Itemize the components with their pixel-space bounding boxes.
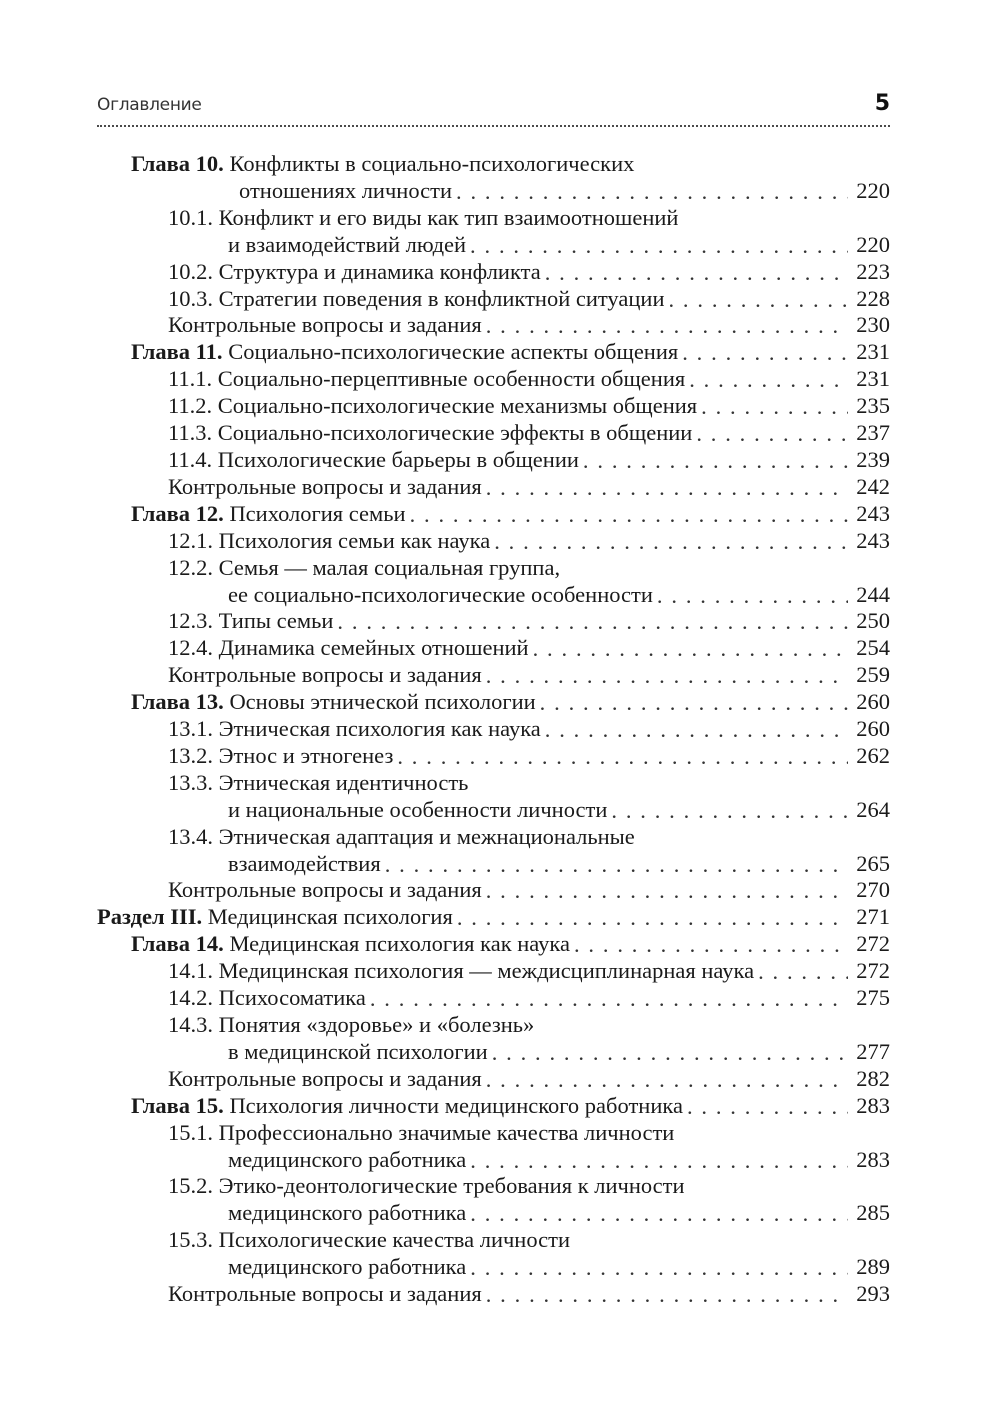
dot-leader: [682, 340, 848, 363]
toc-entry-title: Этико-деонтологические требования к личности: [218, 1173, 685, 1199]
toc-entry-line: [168, 635, 890, 662]
toc-entry[interactable]: [168, 528, 1000, 555]
toc-entry-title: Стратегии поведения в конфликтной ситуации: [218, 285, 665, 311]
toc-page-number: 242: [856, 473, 890, 499]
toc-entry-line: [168, 608, 890, 635]
toc-entry[interactable]: [168, 877, 1000, 904]
toc-entry-line: [168, 1200, 890, 1227]
toc-entry[interactable]: [168, 286, 1000, 313]
toc-entry-line: [168, 582, 890, 609]
dot-leader: [486, 313, 848, 336]
toc-entry-line: [168, 232, 890, 259]
dot-leader: [457, 905, 848, 928]
toc-entry-line: [168, 393, 890, 420]
toc-entry-title: Конфликты в социально-психологических: [229, 151, 635, 176]
toc-page-number: 272: [856, 958, 890, 984]
toc-entry-line: [168, 1227, 890, 1254]
toc-entry-number: Глава 10.: [131, 151, 224, 176]
toc-entry[interactable]: [168, 366, 1000, 393]
toc-page-number: 259: [856, 662, 890, 688]
toc-entry[interactable]: [168, 635, 1000, 662]
toc-entry-number: 13.2.: [168, 742, 213, 768]
toc-entry-title: Контрольные вопросы и задания: [168, 1281, 482, 1307]
toc-entry-line: [168, 555, 890, 582]
toc-entry-title: Социально-психологические эффекты в общении: [217, 420, 693, 446]
toc-entry-number: 13.1.: [168, 716, 213, 742]
toc-entry[interactable]: [168, 770, 1000, 824]
dot-leader: [611, 798, 848, 821]
toc-entry-title: Контрольные вопросы и задания: [168, 312, 482, 338]
toc-entry[interactable]: [131, 689, 1000, 716]
toc-page-number: 223: [856, 258, 890, 284]
toc-page-number: 282: [856, 1065, 890, 1091]
toc-entry-line: [168, 985, 890, 1012]
toc-entry[interactable]: [131, 339, 1000, 366]
toc-entry-line: [168, 1281, 890, 1308]
toc-entry-number: 13.3.: [168, 769, 213, 795]
dot-leader: [486, 878, 848, 901]
toc-entry-line: [131, 501, 890, 528]
toc-entry[interactable]: [168, 1173, 1000, 1227]
dot-leader: [470, 1201, 848, 1224]
toc-entry-line: [168, 366, 890, 393]
toc-entry[interactable]: [168, 555, 1000, 609]
toc-entry-number: 11.2.: [168, 393, 213, 419]
dot-leader: [696, 421, 848, 444]
toc-entry[interactable]: [168, 958, 1000, 985]
toc-entry-title: Семья — малая социальная группа,: [218, 554, 561, 580]
toc-page-number: 260: [856, 689, 890, 715]
toc-entry-line: [168, 1039, 890, 1066]
toc-page-number: 250: [856, 608, 890, 634]
toc-entry-title: Контрольные вопросы и задания: [168, 877, 482, 903]
toc-entry-number: 12.4.: [168, 635, 213, 661]
toc-entry-line: [168, 770, 890, 797]
toc-page-number: 270: [856, 877, 890, 903]
toc-entry-title: Социально-перцептивные особенности общения: [217, 366, 686, 392]
toc-page-number: 237: [856, 420, 890, 446]
toc-entry[interactable]: [168, 1066, 1000, 1093]
toc-page-number: 265: [856, 850, 890, 876]
toc-page-number: 244: [856, 581, 890, 607]
toc-entry-title: Конфликт и его виды как тип взаимоотношений: [218, 204, 679, 230]
toc-entry-line: [168, 528, 890, 555]
toc-entry-title: Психосоматика: [218, 985, 366, 1011]
toc-entry-title: Основы этнической психологии: [229, 689, 536, 715]
toc-page-number: 262: [856, 742, 890, 768]
toc-entry-title: Психология семьи как наука: [218, 527, 491, 553]
dot-leader: [540, 690, 848, 713]
toc-page-number: 275: [856, 985, 890, 1011]
toc-entry-title: и взаимодействий людей: [228, 231, 467, 257]
toc-entry-line: [131, 178, 890, 205]
toc-entry-number: 15.2.: [168, 1173, 213, 1199]
toc-entry[interactable]: [97, 904, 1000, 931]
toc-entry-line: [131, 151, 890, 178]
toc-entry-line: [168, 958, 890, 985]
dot-leader: [486, 1067, 848, 1090]
dot-leader: [494, 529, 848, 552]
toc-entry-number: 12.1.: [168, 527, 213, 553]
toc-entry-line: [168, 824, 890, 851]
dot-leader: [410, 502, 848, 525]
dot-leader: [486, 663, 848, 686]
toc-entry-number: 15.3.: [168, 1227, 213, 1253]
toc-entry[interactable]: [168, 205, 1000, 259]
dot-leader: [456, 179, 848, 202]
toc-page-number: 283: [856, 1092, 890, 1118]
toc-entry-number: 11.4.: [168, 446, 213, 472]
toc-page-number: 230: [856, 312, 890, 338]
toc-entry-title: Профессионально значимые качества личности: [218, 1119, 675, 1145]
toc-entry-number: Глава 11.: [131, 339, 223, 365]
toc-entry[interactable]: [168, 743, 1000, 770]
toc-entry-title: Медицинская психология: [207, 904, 453, 930]
toc-entry-title: Социально-психологические аспекты общения: [228, 339, 679, 365]
toc-entry-line: [131, 1093, 890, 1120]
toc-entry-title: Понятия «здоровье» и «болезнь»: [218, 1012, 535, 1037]
toc-entry-number: 11.1.: [168, 366, 213, 392]
running-head: [97, 93, 890, 123]
toc-entry[interactable]: [168, 393, 1000, 420]
toc-entry-number: Раздел III.: [97, 904, 203, 930]
toc-entry-line: [168, 797, 890, 824]
toc-entry-title: отношениях личности: [239, 177, 452, 203]
toc-entry-number: 15.1.: [168, 1119, 213, 1145]
toc-entry[interactable]: [168, 608, 1000, 635]
toc-page-number: 243: [856, 500, 890, 526]
toc-page-number: 254: [856, 635, 890, 661]
toc-entry-title: Типы семьи: [218, 608, 334, 634]
toc-entry-title: в медицинской психологии: [228, 1038, 488, 1064]
toc-entry[interactable]: [168, 312, 1000, 339]
toc-entry-number: 10.2.: [168, 258, 213, 284]
toc-entry-line: [168, 259, 890, 286]
dot-leader: [687, 1094, 848, 1117]
toc-entry[interactable]: [168, 259, 1000, 286]
dot-leader: [533, 636, 848, 659]
dot-leader: [689, 367, 848, 390]
toc-entry-number: 10.1.: [168, 204, 213, 230]
toc-entry-title: Психология личности медицинского работника: [229, 1092, 683, 1118]
toc-entry-line: [97, 904, 890, 931]
toc-entry[interactable]: [168, 1012, 1000, 1066]
toc-entry-title: Психология семьи: [229, 500, 406, 526]
toc-page-number: 272: [856, 931, 890, 957]
dot-leader: [545, 717, 848, 740]
toc-page-number: 220: [856, 177, 890, 203]
toc-entry-line: [168, 716, 890, 743]
toc-entry[interactable]: [168, 985, 1000, 1012]
toc-entry-title: Этнос и этногенез: [218, 742, 394, 768]
header-dotted-rule: [97, 125, 890, 127]
toc-entry-line: [168, 447, 890, 474]
toc-entry[interactable]: [131, 501, 1000, 528]
toc-page-number: 285: [856, 1200, 890, 1226]
dot-leader: [486, 1282, 848, 1305]
toc-entry-title: Контрольные вопросы и задания: [168, 1065, 482, 1091]
toc-entry-title: Контрольные вопросы и задания: [168, 662, 482, 688]
toc-page-number: 239: [856, 446, 890, 472]
toc-entry-number: Глава 15.: [131, 1092, 224, 1118]
dot-leader: [397, 744, 848, 767]
toc-page-number: 235: [856, 393, 890, 419]
toc-entry-title: медицинского работника: [228, 1146, 467, 1172]
toc-entry-title: Медицинская психология как наука: [229, 931, 570, 957]
toc-entry-line: [168, 1012, 890, 1039]
toc-entry-number: Глава 13.: [131, 689, 224, 715]
toc-page-number: 264: [856, 796, 890, 822]
toc-entry-line: [168, 205, 890, 232]
toc-entry-title: Психологические барьеры в общении: [217, 446, 579, 472]
toc-entry-number: Глава 12.: [131, 500, 224, 526]
toc-entry-title: Контрольные вопросы и задания: [168, 473, 482, 499]
dot-leader: [486, 475, 848, 498]
dot-leader: [470, 1148, 848, 1171]
table-of-contents: [0, 151, 1000, 1308]
toc-page-number: 277: [856, 1038, 890, 1064]
toc-page-number: 228: [856, 285, 890, 311]
toc-entry-title: Медицинская психология — междисциплинарная наука: [218, 958, 755, 984]
toc-entry[interactable]: [131, 1093, 1000, 1120]
toc-entry-line: [168, 1254, 890, 1281]
page-number: 5: [874, 91, 890, 116]
toc-page-number: 283: [856, 1146, 890, 1172]
toc-entry[interactable]: [168, 716, 1000, 743]
toc-entry-line: [168, 877, 890, 904]
toc-entry-title: Этническая адаптация и межнациональные: [218, 823, 635, 849]
dot-leader: [492, 1040, 848, 1063]
toc-entry-title: Структура и динамика конфликта: [218, 258, 541, 284]
dot-leader: [385, 852, 848, 875]
toc-entry-line: [168, 420, 890, 447]
dot-leader: [470, 233, 848, 256]
toc-page-number: 243: [856, 527, 890, 553]
toc-entry-number: 10.3.: [168, 285, 213, 311]
toc-entry-title: Социально-психологические механизмы общения: [217, 393, 698, 419]
toc-page-number: 220: [856, 231, 890, 257]
dot-leader: [370, 986, 848, 1009]
toc-entry[interactable]: [131, 931, 1000, 958]
toc-entry[interactable]: [168, 662, 1000, 689]
toc-entry-line: [168, 1147, 890, 1174]
toc-page-number: 260: [856, 716, 890, 742]
toc-entry[interactable]: [168, 824, 1000, 878]
dot-leader: [668, 287, 848, 310]
toc-entry-title: Динамика семейных отношений: [218, 635, 529, 661]
toc-entry-number: Глава 14.: [131, 931, 224, 957]
toc-entry[interactable]: [168, 474, 1000, 501]
toc-entry[interactable]: [168, 1227, 1000, 1281]
toc-entry[interactable]: [168, 1281, 1000, 1308]
toc-entry-title: Психологические качества личности: [218, 1227, 571, 1253]
toc-entry-line: [168, 743, 890, 770]
toc-entry-title: Этническая идентичность: [218, 769, 469, 795]
toc-entry-line: [168, 662, 890, 689]
toc-page-number: 293: [856, 1281, 890, 1307]
toc-page-number: 271: [856, 904, 890, 930]
toc-entry-number: 14.3.: [168, 1012, 213, 1037]
toc-entry-line: [168, 1120, 890, 1147]
toc-entry-title: взаимодействия: [228, 850, 381, 876]
toc-entry-line: [168, 474, 890, 501]
toc-entry-number: 12.2.: [168, 554, 213, 580]
toc-entry-line: [168, 312, 890, 339]
dot-leader: [758, 959, 848, 982]
toc-entry[interactable]: [168, 447, 1000, 474]
toc-entry-number: 14.2.: [168, 985, 213, 1011]
dot-leader: [583, 448, 848, 471]
toc-entry-line: [131, 931, 890, 958]
toc-entry-number: 12.3.: [168, 608, 213, 634]
toc-page-number: 289: [856, 1254, 890, 1280]
toc-entry-title: ее социально-психологические особенности: [228, 581, 653, 607]
toc-entry-line: [168, 1066, 890, 1093]
dot-leader: [470, 1255, 848, 1278]
dot-leader: [657, 583, 848, 606]
toc-entry[interactable]: [168, 420, 1000, 447]
toc-entry-line: [168, 1173, 890, 1200]
toc-page-number: 231: [856, 339, 890, 365]
toc-entry-title: Этническая психология как наука: [218, 716, 541, 742]
toc-entry-line: [131, 339, 890, 366]
dot-leader: [337, 609, 848, 632]
toc-entry-number: 14.1.: [168, 958, 213, 984]
toc-entry-number: 13.4.: [168, 823, 213, 849]
toc-entry-title: и национальные особенности личности: [228, 796, 608, 822]
running-title: Оглавление: [97, 95, 202, 115]
toc-entry-title: медицинского работника: [228, 1254, 467, 1280]
dot-leader: [574, 932, 848, 955]
dot-leader: [545, 260, 848, 283]
toc-entry-title: медицинского работника: [228, 1200, 467, 1226]
toc-entry[interactable]: [168, 1120, 1000, 1174]
toc-entry[interactable]: [131, 151, 1000, 205]
toc-entry-line: [168, 851, 890, 878]
toc-entry-line: [131, 689, 890, 716]
toc-entry-number: 11.3.: [168, 420, 213, 446]
toc-page-number: 231: [856, 366, 890, 392]
toc-entry-line: [168, 286, 890, 313]
dot-leader: [701, 394, 848, 417]
